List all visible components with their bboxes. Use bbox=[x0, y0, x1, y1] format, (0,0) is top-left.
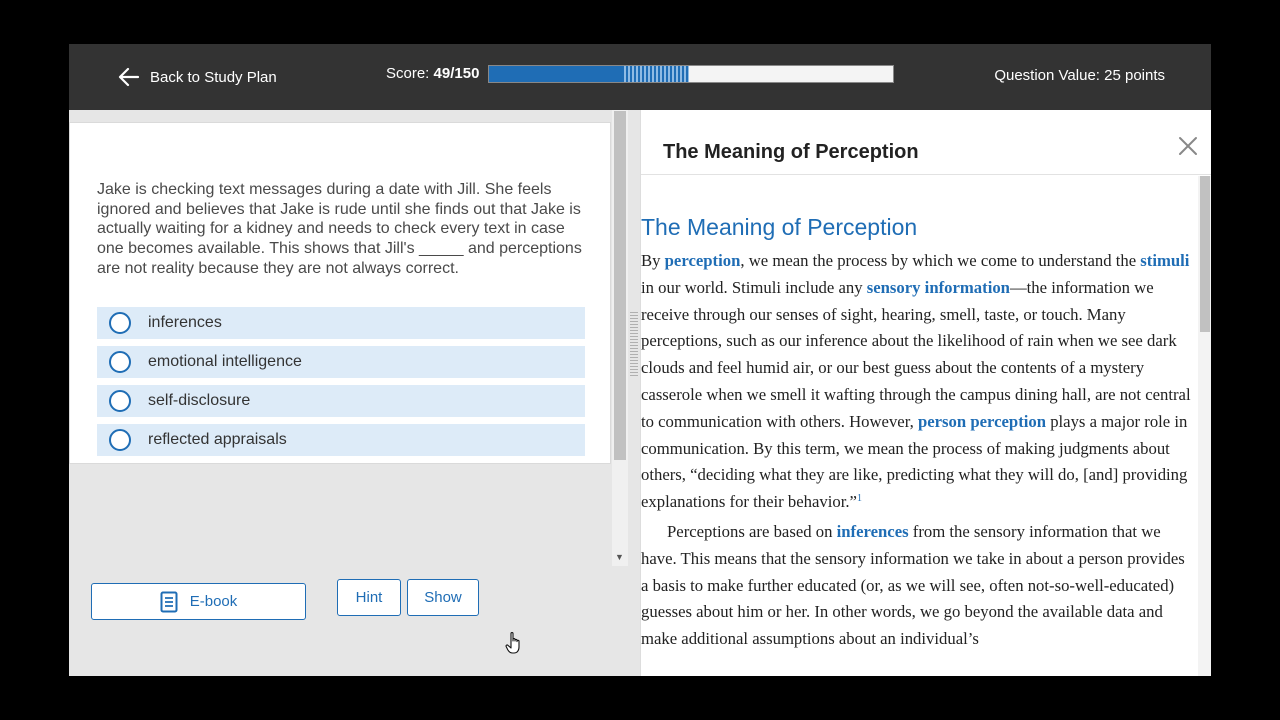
answer-option-reflected-appraisals[interactable] bbox=[97, 424, 585, 456]
question-scrollbar[interactable] bbox=[612, 110, 628, 566]
paragraph: By perception, we mean the process by which we come to understand the stimuli in our world. Stimuli include any sensory information—the information we receive through our senses of sight, hearing, smell, taste, or touch. Many perceptions, such as our inference about the likelihood of rain when we see dark clouds and feel humid air, or our best guess about the contents of a mystery casserole when we smell it wafting through the campus dining hall, are not central to communication with others. However, person perception plays a major role in communication. By this term, we mean the process of making judgments about others, “deciding what they are like, predicting what they will do, [and] providing explanations for their behavior.”$^1$ bbox=[641, 251, 1191, 512]
answer-option-emotional-intelligence[interactable] bbox=[97, 346, 585, 378]
score-label: Score: bbox=[386, 65, 430, 82]
scrollbar-thumb[interactable] bbox=[1200, 176, 1210, 332]
question-panel bbox=[69, 110, 640, 676]
term-link-inferences[interactable]: inferences bbox=[836, 521, 909, 541]
term-link-stimuli[interactable]: stimuli bbox=[1140, 251, 1190, 270]
answer-label: inferences bbox=[148, 314, 222, 331]
close-icon[interactable] bbox=[1177, 135, 1199, 157]
term-link-sensory-information[interactable]: sensory information bbox=[866, 277, 1010, 297]
arrow-left-icon bbox=[117, 65, 141, 89]
scroll-down-arrow-icon[interactable]: ▼ bbox=[615, 552, 624, 562]
answer-list bbox=[97, 307, 585, 463]
hint-button[interactable]: Hint bbox=[337, 579, 401, 616]
panel-resize-handle[interactable] bbox=[630, 310, 638, 376]
radio-button[interactable] bbox=[109, 351, 131, 373]
section-title: The Meaning of Perception bbox=[641, 214, 918, 240]
footnote-link[interactable]: 1 bbox=[856, 493, 862, 505]
answer-label: self-disclosure bbox=[148, 392, 251, 409]
question-text: Jake is checking text messages during a date with Jill. She feels ignored and believes that Jake is rude until she finds out that Jake is actually waiting for a kidney and needs to check every text in case one becomes available. This shows that Jill's _____ and perceptions are not reality because they are not always correct. bbox=[97, 181, 582, 277]
app-window bbox=[69, 44, 1211, 676]
hand-pointer-icon bbox=[505, 631, 523, 655]
radio-button[interactable] bbox=[109, 312, 131, 334]
back-to-study-plan-link[interactable] bbox=[117, 62, 277, 92]
divider bbox=[641, 174, 1211, 175]
reader-text bbox=[641, 248, 1196, 653]
answer-label: emotional intelligence bbox=[148, 353, 302, 370]
question-value: Question Value: 25 points bbox=[994, 67, 1165, 84]
progress-pending bbox=[622, 66, 689, 82]
score-value: 49/150 bbox=[433, 65, 480, 82]
question-card bbox=[69, 122, 611, 464]
answer-option-self-disclosure[interactable] bbox=[97, 385, 585, 417]
paragraph: Perceptions are based on inferences from the sensory information that we have. This means that the sensory information we take in about a person provides a basis to make further educated (or, as we will see, often not-so-well-educated) guesses about him or her. In other words, we go beyond the available data and make additional assumptions about an individual’s bbox=[641, 521, 1185, 649]
answer-option-inferences[interactable] bbox=[97, 307, 585, 339]
term-link-perception[interactable]: perception bbox=[664, 251, 741, 270]
score-progress-bar bbox=[488, 65, 894, 83]
show-button[interactable]: Show bbox=[407, 579, 479, 616]
ebook-label: E-book bbox=[189, 593, 238, 610]
back-label: Back to Study Plan bbox=[150, 68, 277, 86]
reader-scrollbar[interactable] bbox=[1198, 176, 1211, 676]
reader-content bbox=[641, 176, 1198, 676]
score-display bbox=[386, 65, 479, 82]
term-link-person-perception[interactable]: person perception bbox=[917, 411, 1047, 431]
answer-label: reflected appraisals bbox=[148, 431, 287, 448]
ebook-reader-panel bbox=[640, 110, 1211, 676]
book-icon bbox=[160, 591, 178, 613]
reader-title: The Meaning of Perception bbox=[663, 141, 919, 163]
scrollbar-thumb[interactable] bbox=[614, 111, 626, 460]
top-bar bbox=[69, 44, 1211, 110]
radio-button[interactable] bbox=[109, 390, 131, 412]
radio-button[interactable] bbox=[109, 429, 131, 451]
ebook-button[interactable] bbox=[91, 583, 306, 620]
progress-fill bbox=[489, 66, 622, 82]
